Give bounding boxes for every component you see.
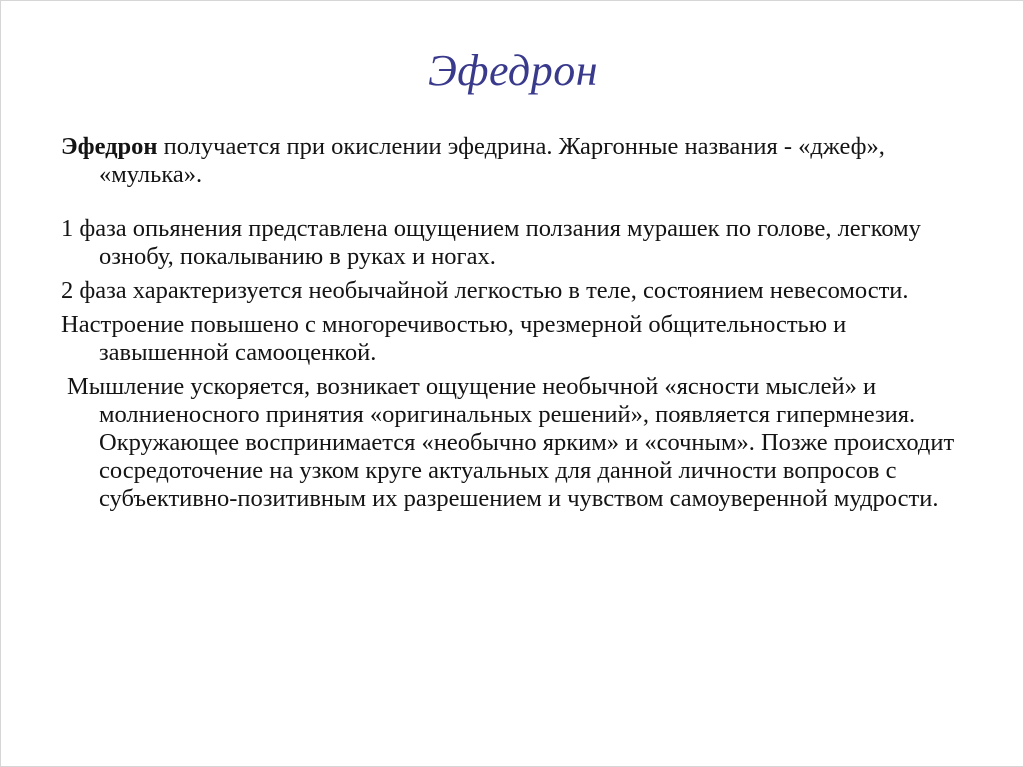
- thinking-paragraph: Мышление ускоряется, возникает ощущение необычной «ясности мыслей» и молниеносного принятия «оригинальных решений», появляется гипермнезия. Окружающее воспринимается «необычно ярким» и «сочным». Позже происходит сосредоточение на узком круге актуальных для данной личности вопросов с субъективно-позитивным их разрешением и чувством самоуверенной мудрости.: [67, 373, 955, 512]
- intro-term: Эфедрон: [61, 133, 158, 160]
- slide-title: Эфедрон: [427, 46, 599, 95]
- phase-1-paragraph: 1 фаза опьянения представлена ощущением ползания мурашек по голове, легкому ознобу, покалыванию в руках и ногах.: [61, 215, 921, 270]
- phase-2-paragraph: 2 фаза характеризуется необычайной легкостью в теле, состоянием невесомости.: [61, 277, 909, 304]
- intro-paragraph: [61, 133, 973, 189]
- slide-body: [61, 133, 973, 513]
- intro-text: получается при окислении эфедрина. Жаргонные названия - «джеф», «мулька».: [99, 133, 885, 188]
- mood-paragraph: Настроение повышено с многоречивостью, чрезмерной общительностью и завышенной самооценкой.: [61, 311, 847, 366]
